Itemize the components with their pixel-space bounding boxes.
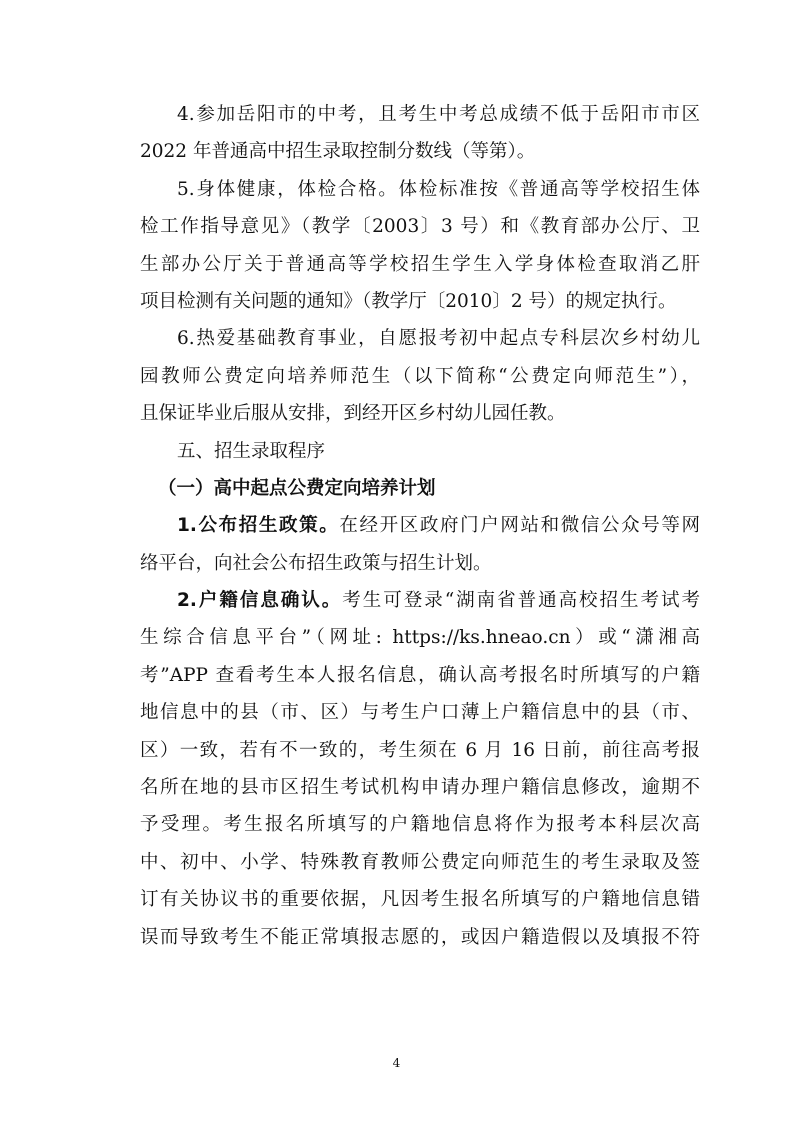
- page-number: 4: [392, 1056, 401, 1070]
- paragraph-line: 名所在地的县市区招生考试机构申请办理户籍信息修改，逾期不: [140, 777, 700, 799]
- section-heading: 五、招生录取程序: [177, 440, 326, 462]
- body-text: [140, 96, 700, 956]
- paragraph-line: 5.身体健康，体检合格。体检标准按《普通高等学校招生体: [177, 178, 700, 200]
- paragraph-line: 地信息中的县（市、区）与考生户口薄上户籍信息中的县（市、: [140, 702, 700, 724]
- paragraph-line: 中、初中、小学、特殊教育教师公费定向师范生的考生录取及签: [140, 851, 700, 873]
- paragraph-line: 考”APP 查看考生本人报名信息，确认高考报名时所填写的户籍: [140, 664, 700, 686]
- paragraph-line: 检工作指导意见》（教学〔2003〕3 号）和《教育部办公厅、卫: [140, 216, 700, 238]
- paragraph-line: [140, 582, 700, 619]
- item-title: 2.户籍信息确认。: [177, 590, 343, 612]
- paragraph-line: 误而导致考生不能正常填报志愿的，或因户籍造假以及填报不符: [140, 926, 700, 948]
- paragraph-line: 区）一致，若有不一致的，考生须在 6 月 16 日前，前往高考报: [140, 739, 700, 761]
- paragraph-line: 生综合信息平台”（网址: https://ks.hneao.cn）或“潇湘高: [140, 627, 700, 649]
- paragraph-line: 生部办公厅关于普通高等学校招生学生入学身体检查取消乙肝: [140, 253, 700, 275]
- paragraph-line: 项目检测有关问题的通知》（教学厅〔2010〕2 号）的规定执行。: [140, 290, 677, 312]
- paragraph-line: 6.热爱基础教育事业，自愿报考初中起点专科层次乡村幼儿: [177, 328, 700, 350]
- paragraph-line: 络平台，向社会公布招生政策与招生计划。: [140, 552, 492, 574]
- paragraph-line: 订有关协议书的重要依据，凡因考生报名所填写的户籍地信息错: [140, 889, 700, 911]
- paragraph-line: [140, 507, 700, 544]
- item-text: 考生可登录“湖南省普通高校招生考试考: [342, 590, 700, 612]
- paragraph-line: 4.参加岳阳市的中考，且考生中考总成绩不低于岳阳市市区: [177, 104, 700, 125]
- item-text: 在经开区政府门户网站和微信公众号等网: [339, 515, 700, 537]
- paragraph-line: 且保证毕业后服从安排，到经开区乡村幼儿园任教。: [140, 403, 566, 425]
- paragraph-line: 予受理。考生报名所填写的户籍地信息将作为报考本科层次高: [140, 814, 700, 836]
- item-title: 1.公布招生政策。: [177, 515, 340, 537]
- paragraph-line: 2022 年普通高中招生录取控制分数线（等第）。: [140, 141, 536, 163]
- subsection-heading: （一）高中起点公费定向培养计划: [158, 477, 436, 499]
- paragraph-line: 园教师公费定向培养师范生（以下简称“公费定向师范生”），: [140, 365, 700, 387]
